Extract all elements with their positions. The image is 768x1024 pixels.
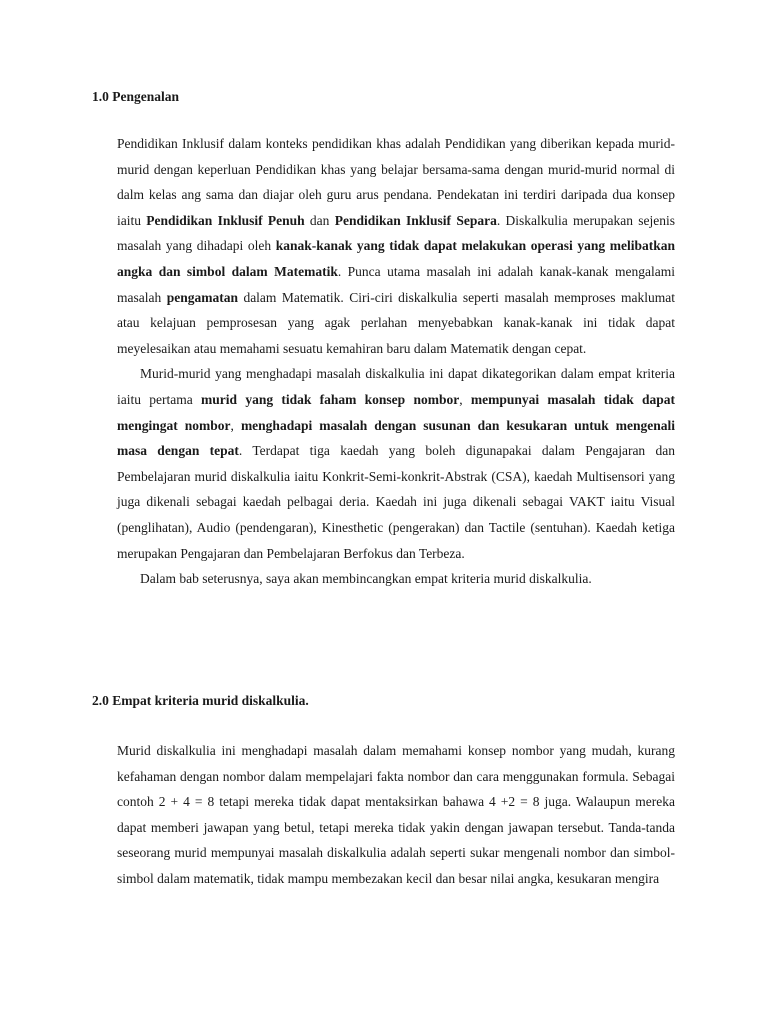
- paragraph-bab-seterusnya: Dalam bab seterusnya, saya akan membincangkan empat kriteria murid diskalkulia.: [140, 571, 592, 587]
- text-run: Murid-murid yang menghadapi masalah diskalkulia ini dapat dikategorikan dalam empat kriteria iaitu pertama: [117, 366, 675, 407]
- bold-term: mempunyai masalah tidak dapat mengingat nombor: [117, 391, 675, 433]
- section-body-pengenalan: [117, 131, 675, 592]
- text-run: Pendidikan Inklusif dalam konteks pendidikan khas adalah Pendidikan yang diberikan kepada murid-murid dengan keperluan Pendidikan khas yang belajar bersama-sama dengan murid-murid normal di dalm kelas ang sama dan diajar oleh guru arus pendana. Pendekatan ini terdiri daripada dua konsep iaitu: [117, 136, 675, 228]
- section-heading-pengenalan: 1.0 Pengenalan: [92, 89, 180, 104]
- paragraph-konsep-nombor: Murid diskalkulia ini menghadapi masalah dalam memahami konsep nombor yang mudah, kurang kefahaman dengan nombor dalam mempelajari fakta nombor dan cara menggunakan formula. Sebagai contoh 2 + 4 = 8 tetapi mereka tidak dapat mentaksirkan bahawa 4 +2 = 8 juga. Walaupun mereka dapat memberi jawapan yang betul, tetapi mereka tidak yakin dengan jawapan tersebut. Tanda-tanda seseorang murid mempunyai masalah diskalkulia adalah seperti sukar mengenali nombor dan simbol-simbol dalam matematik, tidak mampu membezakan kecil dan besar nilai angka, kesukaran mengira: [117, 743, 675, 886]
- text-run: dan: [304, 212, 335, 228]
- bold-term: kanak-kanak yang tidak dapat melakukan operasi yang melibatkan angka dan simbol dalam Matematik: [117, 238, 675, 279]
- bold-term: Pendidikan Inklusif Separa: [334, 212, 497, 228]
- bold-term: menghadapi masalah dengan susunan dan kesukaran untuk mengenali masa dengan tepat: [117, 417, 675, 459]
- bold-term: murid yang tidak faham konsep nombor: [201, 391, 460, 407]
- text-run: ,: [459, 391, 471, 407]
- text-run: . Terdapat tiga kaedah yang boleh digunapakai dalam Pengajaran dan Pembelajaran murid diskalkulia iaitu Konkrit-Semi-konkrit-Abstrak (CSA), kaedah Multisensori yang juga dikenali sebagai kaedah pelbagai deria. Kaedah ini juga dikenali sebagai VAKT iaitu Visual (penglihatan), Audio (pendengaran), Kinesthetic (pengerakan) dan Tactile (sentuhan). Kaedah ketiga merupakan Pengajaran dan Pembelajaran Berfokus dan Terbeza.: [117, 443, 675, 561]
- text-run: . Diskalkulia merupakan sejenis masalah yang dihadapi oleh: [117, 212, 675, 254]
- paragraph-kriteria: [117, 361, 675, 566]
- section-heading-empat-kriteria: 2.0 Empat kriteria murid diskalkulia.: [92, 693, 309, 708]
- text-run: ,: [230, 417, 241, 433]
- text-run: dalam Matematik. Ciri-ciri diskalkulia seperti masalah memproses maklumat atau kelajuan pemprosesan yang agak perlahan menyebabkan kanak-kanak ini tidak dapat meyelesaikan atau memahami sesuatu kemahiran baru dalam Matematik dengan cepat.: [117, 289, 675, 356]
- bold-term: Pendidikan Inklusif Penuh: [146, 212, 305, 228]
- bold-term: pengamatan: [166, 289, 238, 305]
- paragraph-inklusif: [117, 131, 675, 361]
- text-run: . Punca utama masalah ini adalah kanak-kanak mengalami masalah: [117, 263, 675, 305]
- section-body-empat-kriteria: [117, 738, 675, 892]
